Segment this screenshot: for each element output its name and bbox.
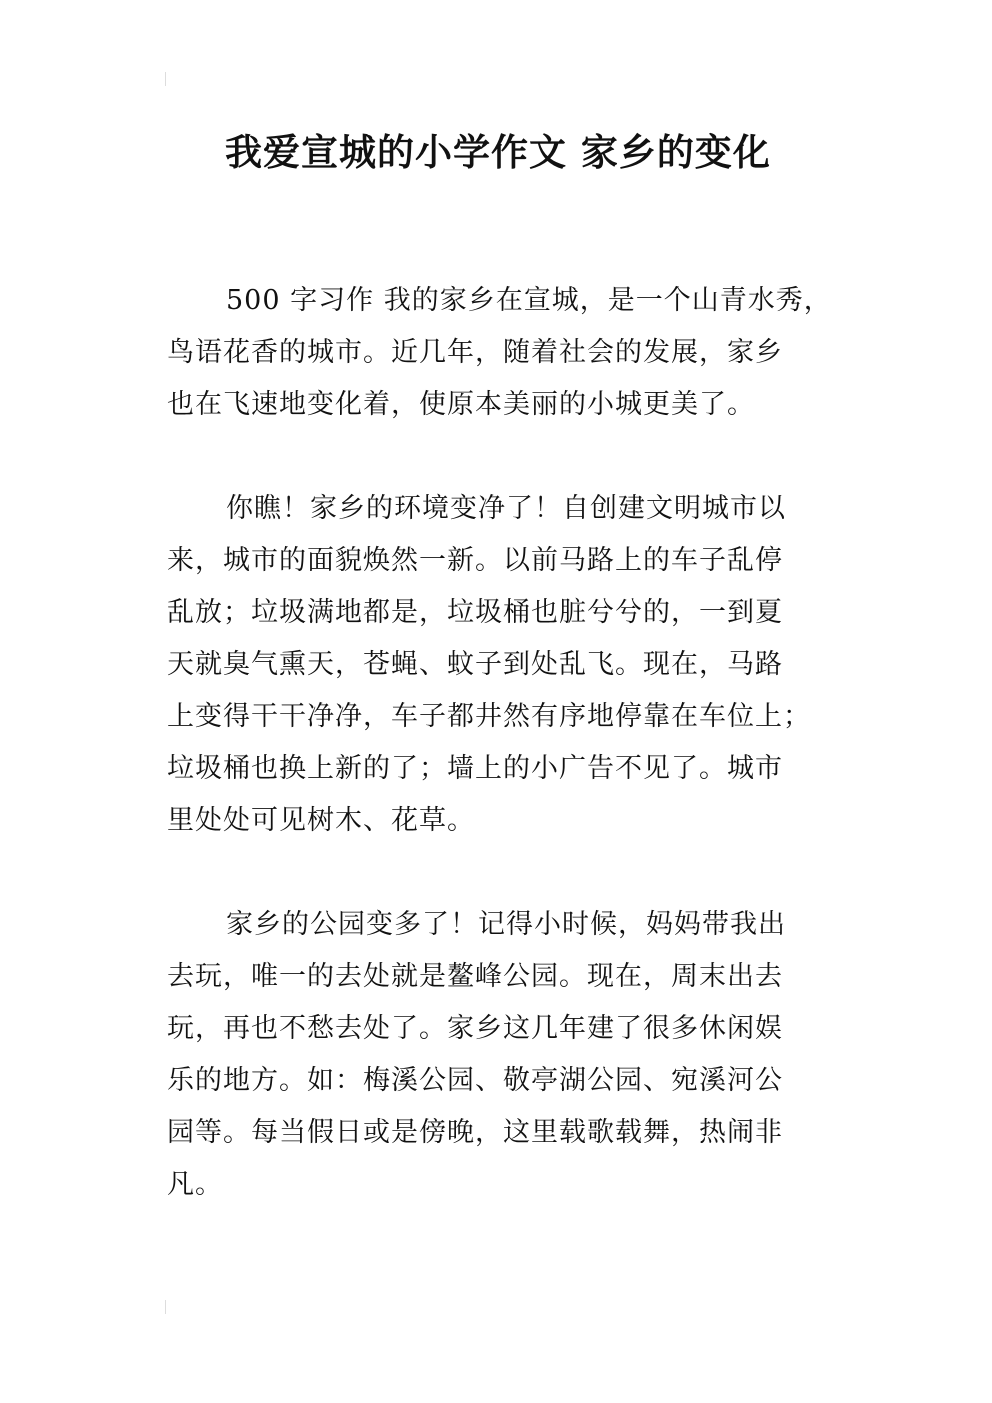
document-title: 我爱宣城的小学作文 家乡的变化 — [225, 131, 771, 174]
text-line: 你瞧！家乡的环境变净了！自创建文明城市以 — [226, 493, 786, 524]
text-line: 园等。每当假日或是傍晚，这里载歌载舞，热闹非 — [167, 1117, 783, 1148]
paragraph-2 — [167, 483, 857, 847]
paragraph-3 — [167, 899, 857, 1211]
text-line: 去玩，唯一的去处就是鳌峰公园。现在，周末出去 — [167, 961, 783, 992]
text-line: 家乡的公园变多了！记得小时候，妈妈带我出 — [226, 909, 786, 940]
text-line: 鸟语花香的城市。近几年，随着社会的发展，家乡 — [167, 337, 783, 368]
text-line: 乐的地方。如：梅溪公园、敬亭湖公园、宛溪河公 — [167, 1065, 783, 1096]
page-corner-mark-bottom — [165, 1300, 166, 1314]
text-line: 500 字习作 我的家乡在宣城，是一个山青水秀， — [226, 285, 832, 316]
page-corner-mark-top — [165, 72, 166, 86]
text-line: 上变得干干净净，车子都井然有序地停靠在车位上； — [167, 701, 811, 732]
text-line: 天就臭气熏天，苍蝇、蚊子到处乱飞。现在，马路 — [167, 649, 783, 680]
text-line: 玩，再也不愁去处了。家乡这几年建了很多休闲娱 — [167, 1013, 783, 1044]
text-line: 来，城市的面貌焕然一新。以前马路上的车子乱停 — [167, 545, 783, 576]
text-line: 乱放；垃圾满地都是，垃圾桶也脏兮兮的，一到夏 — [167, 597, 783, 628]
text-line: 垃圾桶也换上新的了；墙上的小广告不见了。城市 — [167, 753, 783, 784]
text-line: 里处处可见树木、花草。 — [167, 805, 475, 836]
text-line: 凡。 — [167, 1169, 223, 1200]
text-line: 也在飞速地变化着，使原本美丽的小城更美了。 — [167, 389, 755, 420]
paragraph-1 — [167, 275, 857, 431]
